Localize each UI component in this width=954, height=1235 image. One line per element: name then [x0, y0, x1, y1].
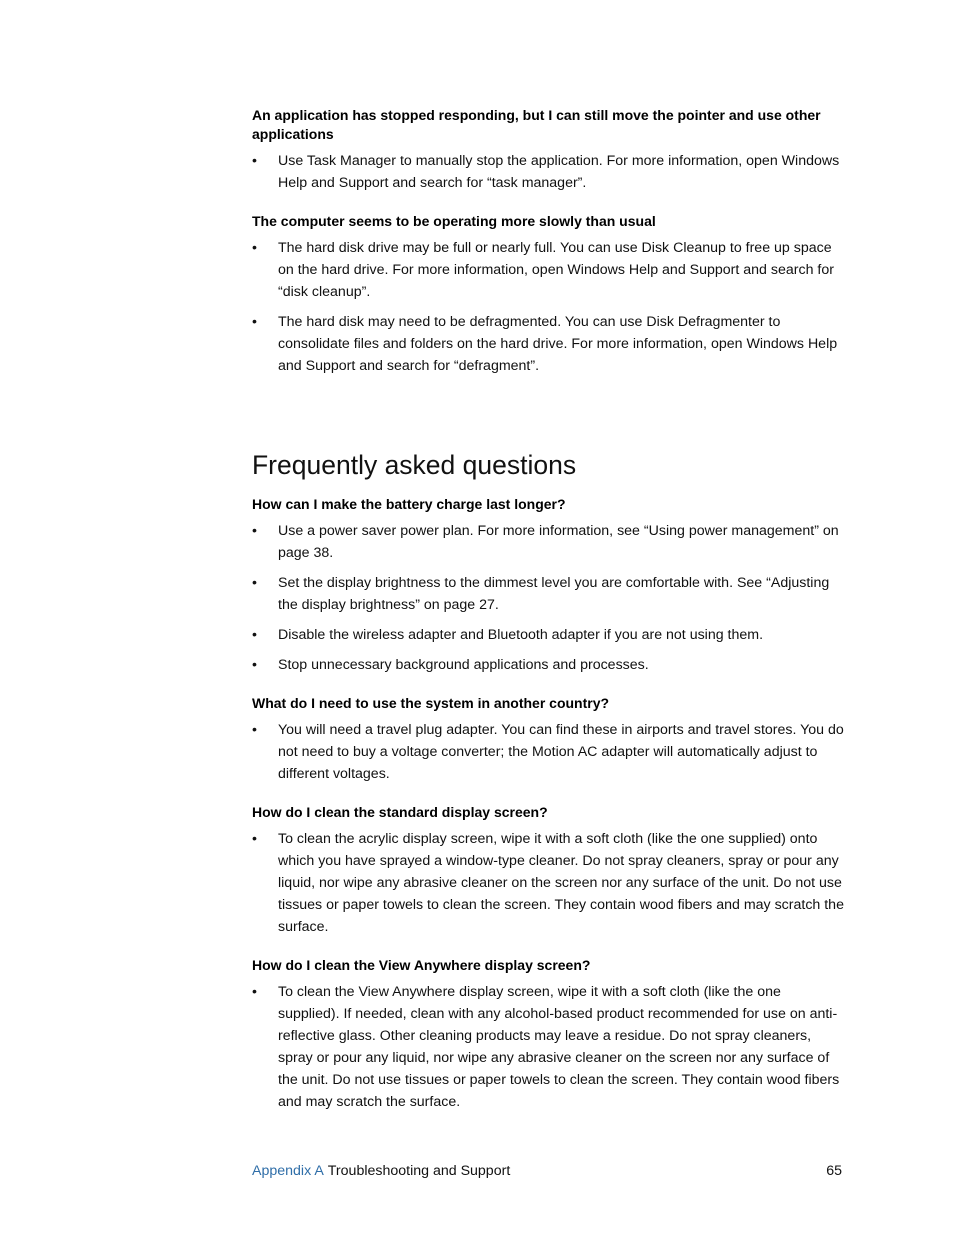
faq-item: [252, 694, 844, 785]
list-item-text: To clean the acrylic display screen, wipe it with a soft cloth (like the one supplied) onto which you have sprayed a window-type cleaner. Do not spray cleaners, spray or pour any liquid, nor wipe any abrasive cleaner on the screen nor any surface of the unit. Do not use tissues or paper towels to clean the screen. They contain wood fibers and may scratch the surface.: [278, 831, 844, 935]
list-item-text: The hard disk may need to be defragmented. You can use Disk Defragmenter to consolidate files and folders on the hard drive. For more information, open Windows Help and Support and search for “defragment”.: [278, 314, 838, 374]
list-item-text: Use Task Manager to manually stop the application. For more information, open Windows Help and Support and search for “task manager”.: [278, 153, 840, 191]
question-heading: What do I need to use the system in another country?: [252, 695, 610, 711]
faq-item: [252, 495, 844, 676]
list-item-text: Stop unnecessary background applications and processes.: [278, 657, 649, 673]
list-item: [252, 981, 844, 1113]
list-item: [252, 311, 844, 377]
bullet-marker: •: [252, 240, 257, 256]
list-item: [252, 237, 844, 303]
bullet-list: [252, 719, 844, 785]
faq-item: [252, 803, 844, 938]
bullet-marker: •: [252, 831, 257, 847]
list-item-text: Set the display brightness to the dimmest level you are comfortable with. See “Adjusting the display brightness” on page 27.: [278, 575, 830, 613]
footer-appendix-label: Appendix A: [252, 1163, 324, 1179]
question-heading: The computer seems to be operating more slowly than usual: [252, 213, 656, 229]
list-item-text: Use a power saver power plan. For more information, see “Using power management” on page 38.: [278, 523, 839, 561]
bullet-list: [252, 828, 844, 938]
question-heading: How do I clean the View Anywhere display screen?: [252, 957, 591, 973]
question-heading: How can I make the battery charge last longer?: [252, 496, 566, 512]
bullet-marker: •: [252, 657, 257, 673]
page-number: 65: [826, 1163, 842, 1179]
list-item: [252, 719, 844, 785]
bullet-marker: •: [252, 153, 257, 169]
bullet-marker: •: [252, 314, 257, 330]
bullet-list: [252, 981, 844, 1113]
list-item-text: To clean the View Anywhere display screen, wipe it with a soft cloth (like the one supplied). If needed, clean with any alcohol-based product recommended for use on anti-reflective glass. Other cleaning products may leave a residue. Do not spray cleaners, spray or pour any liquid, nor wipe any abrasive cleaner on the screen nor any surface of the unit. Do not use tissues or paper towels to clean the screen. They contain wood fibers and may scratch the surface.: [278, 984, 840, 1110]
bullet-marker: •: [252, 575, 257, 591]
faq-item: [252, 956, 844, 1113]
question-heading: How do I clean the standard display screen?: [252, 804, 548, 820]
bullet-list: [252, 237, 844, 377]
list-item: [252, 520, 844, 564]
list-item: [252, 654, 844, 676]
troubleshooting-item: [252, 212, 844, 377]
question-heading: An application has stopped responding, but I can still move the pointer and use other applications: [252, 107, 821, 142]
bullet-list: [252, 150, 844, 194]
list-item: [252, 624, 844, 646]
list-item: [252, 572, 844, 616]
bullet-marker: •: [252, 722, 257, 738]
list-item-text: You will need a travel plug adapter. You can find these in airports and travel stores. You do not need to buy a voltage converter; the Motion AC adapter will automatically adjust to different voltages.: [278, 722, 844, 782]
bullet-list: [252, 520, 844, 676]
page-footer: [252, 1161, 842, 1181]
bullet-marker: •: [252, 523, 257, 539]
troubleshooting-item: [252, 106, 844, 194]
page-content: [252, 106, 844, 1121]
list-item: [252, 150, 844, 194]
bullet-marker: •: [252, 984, 257, 1000]
list-item-text: The hard disk drive may be full or nearly full. You can use Disk Cleanup to free up space on the hard drive. For more information, open Windows Help and Support and search for “disk cleanup”.: [278, 240, 834, 300]
list-item-text: Disable the wireless adapter and Bluetooth adapter if you are not using them.: [278, 627, 764, 643]
bullet-marker: •: [252, 627, 257, 643]
list-item: [252, 828, 844, 938]
faq-section-title: Frequently asked questions: [252, 450, 577, 480]
footer-chapter-title: Troubleshooting and Support: [327, 1163, 511, 1179]
